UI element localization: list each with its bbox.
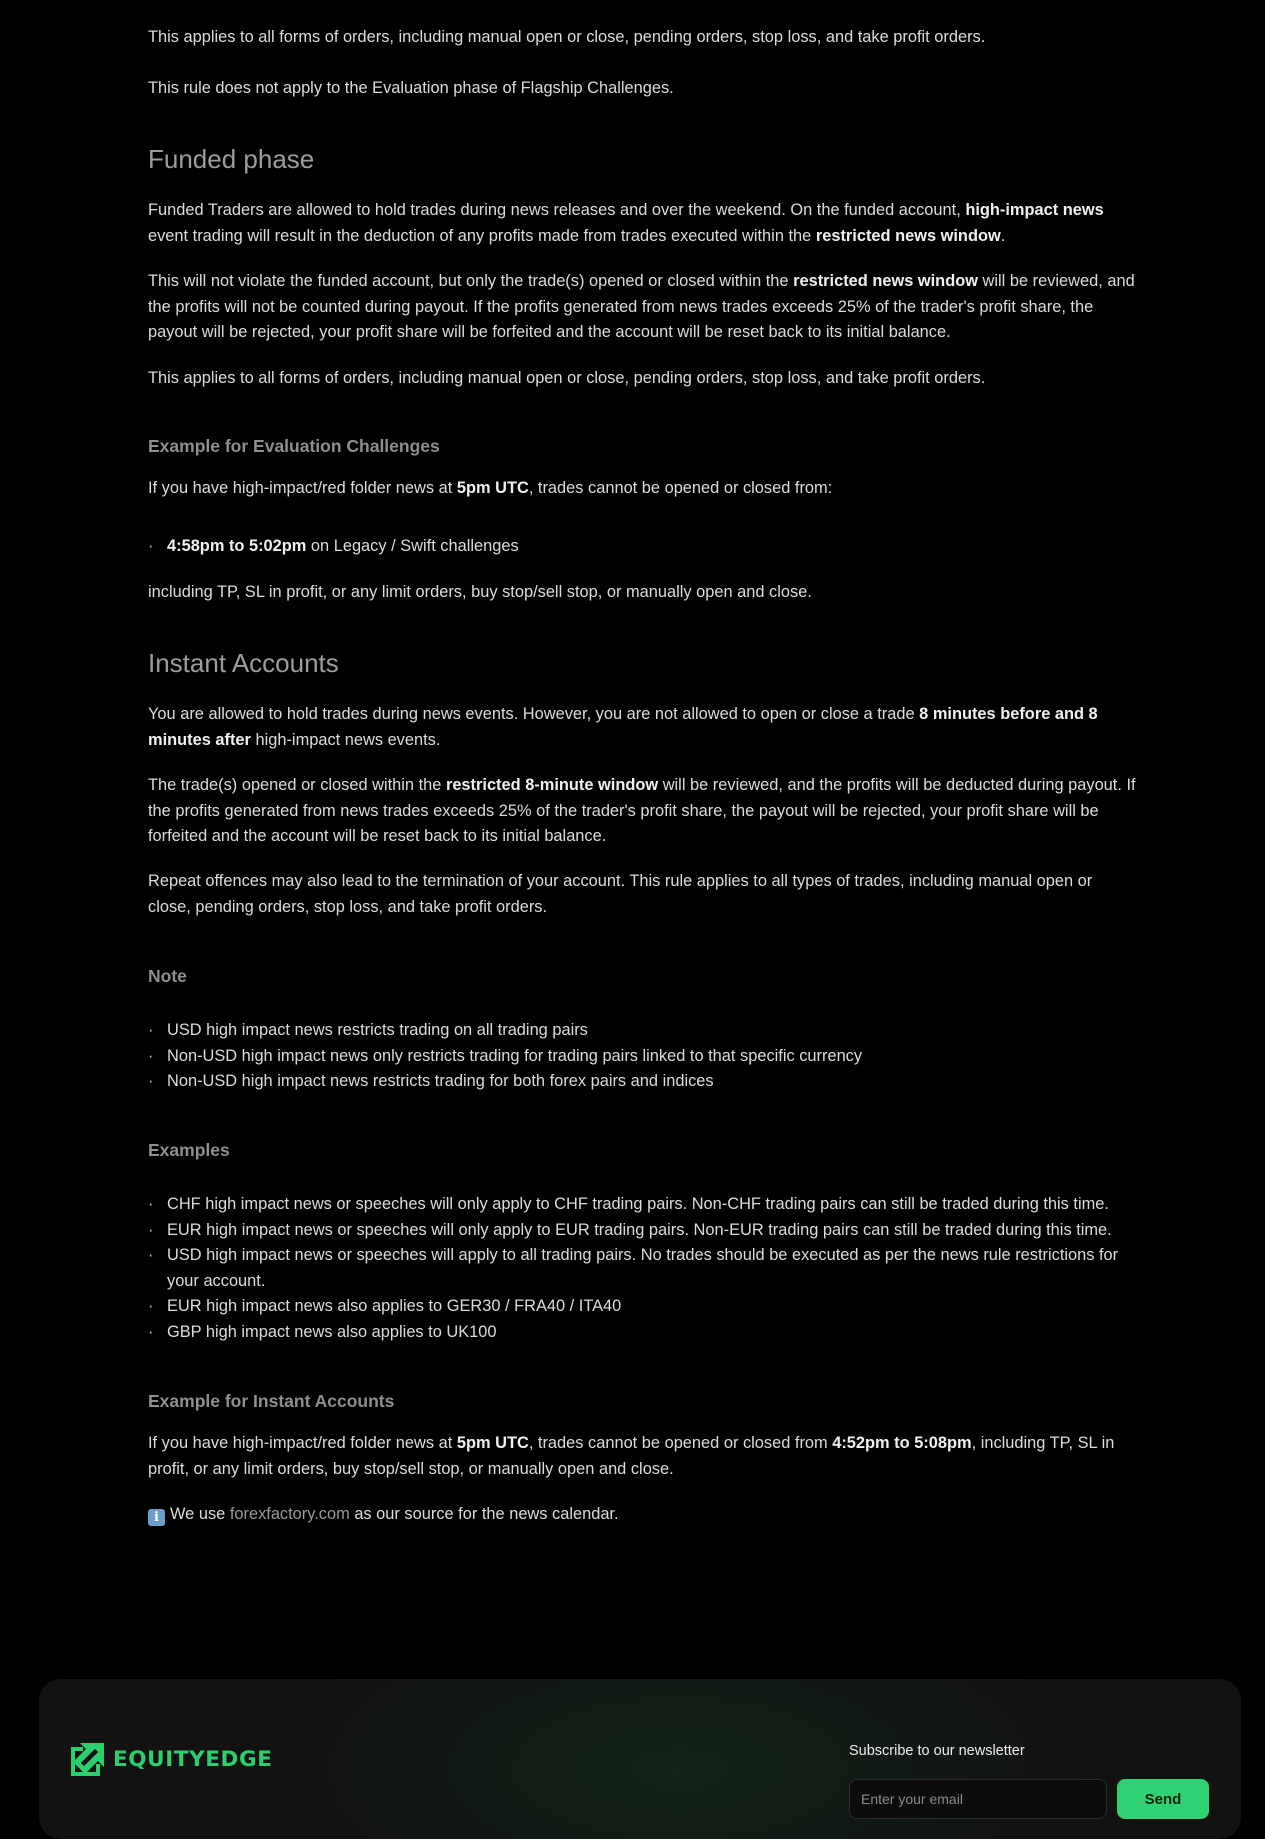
- funded-phase-paragraph-2: This will not violate the funded account, but only the trade(s) opened or closed within the restricted news window will be reviewed, and the profits will not be counted during payout. If the profits generated from news trades exceeds 25% of the trader's profit share, the payout will be rejected, your profit share will be forfeited and the account will be reset back to its initial balance.: [148, 272, 1135, 341]
- list-item: · Non-USD high impact news restricts trading for both forex pairs and indices: [148, 1069, 1138, 1095]
- brand-name: EQUITYEDGE: [113, 1747, 273, 1772]
- list-item: · Non-USD high impact news only restricts trading for trading pairs linked to that specific currency: [148, 1044, 1138, 1070]
- examples-heading: Examples: [148, 1140, 230, 1160]
- list-item: · 4:58pm to 5:02pm on Legacy / Swift challenges: [148, 534, 1138, 560]
- note-heading: Note: [148, 966, 187, 986]
- eval-example-list: [148, 534, 1138, 560]
- note-list: [148, 1018, 1138, 1095]
- forexfactory-link[interactable]: forexfactory.com: [229, 1505, 350, 1523]
- instant-example-heading: Example for Instant Accounts: [148, 1391, 395, 1411]
- instant-example-paragraph: If you have high-impact/red folder news at 5pm UTC, trades cannot be opened or closed from 4:52pm to 5:08pm, including TP, SL in profit, or any limit orders, buy stop/sell stop, or manually open and close.: [148, 1434, 1115, 1478]
- examples-list: [148, 1192, 1138, 1345]
- funded-phase-heading: Funded phase: [148, 144, 315, 174]
- newsletter-send-button[interactable]: Send: [1117, 1779, 1209, 1819]
- brand-logo[interactable]: [71, 1743, 273, 1776]
- eval-example-paragraph: If you have high-impact/red folder news at 5pm UTC, trades cannot be opened or closed from:: [148, 479, 833, 497]
- footer: [39, 1679, 1241, 1839]
- newsletter-email-input[interactable]: [849, 1779, 1107, 1819]
- list-item: · USD high impact news or speeches will apply to all trading pairs. No trades should be executed as per the news rule restrictions for your account.: [148, 1243, 1138, 1294]
- news-source-note: i We use forexfactory.com as our source for the news calendar.: [148, 1502, 1138, 1528]
- info-icon: i: [148, 1509, 165, 1526]
- intro-evaluation-paragraph: This rule does not apply to the Evaluation phase of Flagship Challenges.: [148, 79, 674, 97]
- instant-accounts-paragraph-3: Repeat offences may also lead to the termination of your account. This rule applies to all types of trades, including manual open or close, pending orders, stop loss, and take profit orders.: [148, 872, 1093, 916]
- list-item: · CHF high impact news or speeches will only apply to CHF trading pairs. Non-CHF trading pairs can still be traded during this time.: [148, 1192, 1138, 1218]
- intro-orders-paragraph: This applies to all forms of orders, including manual open or close, pending orders, stop loss, and take profit orders.: [148, 28, 986, 46]
- funded-phase-paragraph-1: Funded Traders are allowed to hold trades during news releases and over the weekend. On the funded account, high-impact news event trading will result in the deduction of any profits made from trades executed within the restricted news window.: [148, 201, 1104, 245]
- list-item: · EUR high impact news or speeches will only apply to EUR trading pairs. Non-EUR trading pairs can still be traded during this time.: [148, 1218, 1138, 1244]
- list-item: · USD high impact news restricts trading on all trading pairs: [148, 1018, 1138, 1044]
- eval-example-details: including TP, SL in profit, or any limit orders, buy stop/sell stop, or manually open and close.: [148, 583, 812, 601]
- list-item: · EUR high impact news also applies to GER30 / FRA40 / ITA40: [148, 1294, 1138, 1320]
- instant-accounts-paragraph-2: The trade(s) opened or closed within the restricted 8-minute window will be reviewed, and the profits will be deducted during payout. If the profits generated from news trades exceeds 25% of the trader's profit share, the payout will be rejected, your profit share will be forfeited and the account will be reset back to its initial balance.: [148, 776, 1136, 845]
- funded-phase-paragraph-3: This applies to all forms of orders, including manual open or close, pending orders, stop loss, and take profit orders.: [148, 369, 986, 387]
- eval-example-heading: Example for Evaluation Challenges: [148, 436, 440, 456]
- instant-accounts-paragraph-1: You are allowed to hold trades during news events. However, you are not allowed to open or close a trade 8 minutes before and 8 minutes after high-impact news events.: [148, 705, 1098, 749]
- equityedge-logo-icon: [71, 1743, 104, 1776]
- instant-accounts-heading: Instant Accounts: [148, 648, 339, 678]
- newsletter-title: Subscribe to our newsletter: [849, 1743, 1025, 1759]
- list-item: · GBP high impact news also applies to UK100: [148, 1320, 1138, 1346]
